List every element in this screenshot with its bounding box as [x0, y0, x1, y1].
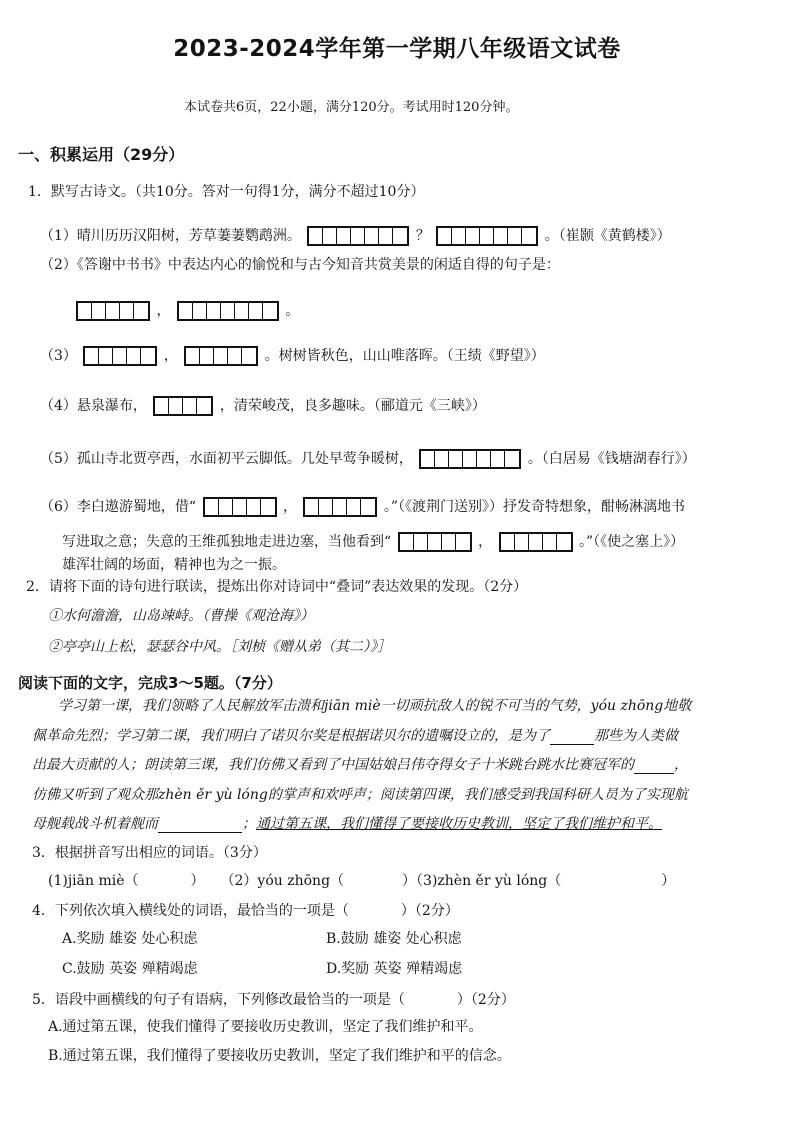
- answer-boxes-7[interactable]: [436, 226, 538, 246]
- exam-info: 本试卷共6页，22小题，满分120分。考试用时120分钟。: [184, 100, 519, 115]
- answer-boxes-5[interactable]: [76, 301, 150, 321]
- q1-item-2: （2）《答谢中书书》中表达内心的愉悦和与古今知音共赏美景的闲适自得的句子是：: [40, 257, 560, 273]
- q1-item-1-source: 。（崔颢《黄鹤楼》）: [544, 228, 671, 244]
- q2-poem-1: ①水何澹澹，山岛竦峙。（曹操《观沧海》）: [48, 608, 314, 624]
- passage-line-5: [32, 815, 662, 833]
- question-1-stem: 1．默写古诗文。（共10分。答对一句得1分，满分不超过10分）: [28, 184, 425, 200]
- answer-boxes-4[interactable]: [153, 396, 213, 416]
- passage-line-3-text: 出最大贡献的人；朗读第三课，我们仿佛又看到了中国姑娘吕伟夺得女子十米跳台跳水比赛冠军的: [32, 757, 634, 773]
- q3-answers: [48, 872, 675, 890]
- passage-line-2-end: 那些为人类做: [594, 728, 678, 744]
- passage-line-5-semicolon: ；: [242, 816, 256, 832]
- q5-option-a[interactable]: A.通过第五课，使我们懂得了要接收历史教训，坚定了我们维护和平。: [48, 1019, 483, 1035]
- q2-poem-2: ②亭亭山上松，瑟瑟谷中风。［刘桢《赠从弟（其二）》］: [48, 639, 391, 655]
- reading-heading: 阅读下面的文字，完成3～5题。（7分）: [18, 674, 282, 692]
- q1-item-5: [40, 449, 696, 469]
- q4-stem-score: ）（2分）: [400, 903, 459, 919]
- passage-line-2: [32, 727, 678, 745]
- answer-boxes-7[interactable]: [177, 301, 279, 321]
- q4-option-d[interactable]: D.奖励 英姿 殚精竭虑: [326, 961, 463, 977]
- q1-item-1-mark: ？: [415, 228, 430, 244]
- section-heading-accumulation: 一、积累运用（29分）: [18, 145, 185, 164]
- question-4-stem: [32, 902, 459, 920]
- fill-blank[interactable]: [550, 730, 594, 745]
- answer-boxes-5[interactable]: [184, 346, 258, 366]
- answer-boxes-5[interactable]: [398, 532, 472, 552]
- answer-boxes-5[interactable]: [303, 497, 377, 517]
- passage-line-2-text: 佩革命先烈；学习第二课，我们明白了诺贝尔奖是根据诺贝尔的遗嘱设立的，是为了: [32, 728, 550, 744]
- q1-item-6-line2-source: 。”（《使之塞上》）: [578, 534, 685, 550]
- q1-item-4-source: ，清荣峻茂，良多趣味。（郦道元《三峡》）: [219, 398, 486, 414]
- q3-item-3: （3)zhèn ěr yù lóng（: [416, 873, 562, 889]
- q5-stem-text: 5．语段中画横线的句子有语病，下列修改最恰当的一项是（: [32, 992, 405, 1008]
- q1-item-5-source: 。（白居易《钱塘湖春行》）: [527, 451, 696, 467]
- answer-boxes-5[interactable]: [203, 497, 277, 517]
- q4-option-b[interactable]: B.鼓励 雄姿 处心积虑: [326, 931, 462, 947]
- q1-item-6-source: 。”（《渡荆门送别》）抒发奇特想象，酣畅淋漓地书: [383, 499, 686, 515]
- q4-option-a[interactable]: A.奖励 雄姿 处心积虑: [62, 931, 198, 947]
- q1-item-2-comma: ，: [156, 303, 171, 319]
- q1-item-6-line2-text: 写进取之意；失意的王维孤独地走进边塞，当他看到“: [62, 534, 392, 550]
- q1-item-2-answers: [74, 301, 299, 321]
- q4-stem-text: 4．下列依次填入横线处的词语，最恰当的一项是（: [32, 903, 349, 919]
- q5-option-b[interactable]: B.通过第五课，我们懂得了要接收历史教训，坚定了我们维护和平的信念。: [48, 1048, 511, 1064]
- question-5-stem: [32, 991, 515, 1009]
- q1-item-1-text: （1）晴川历历汉阳树，芳草萋萋鹦鹉洲。: [40, 228, 301, 244]
- q1-item-6-line2: [62, 532, 684, 552]
- q1-item-6-text: （6）李白遨游蜀地，借“: [40, 499, 197, 515]
- fill-blank[interactable]: [158, 818, 242, 833]
- q3-item-3-close: ）: [661, 873, 676, 889]
- q1-item-6-comma: ，: [282, 499, 297, 515]
- q1-item-5-text: （5）孤山寺北贾亭西，水面初平云脚低。几处早莺争暖树，: [40, 451, 413, 467]
- underlined-sentence: 通过第五课，我们懂得了要接收历史教训，坚定了我们维护和平。: [256, 816, 662, 832]
- passage-line-3-end: ，: [674, 757, 688, 773]
- q1-item-3: [40, 346, 545, 366]
- q3-item-1: (1)jiān miè（: [48, 873, 139, 889]
- q1-item-2-period: 。: [285, 303, 300, 319]
- answer-boxes-7[interactable]: [419, 449, 521, 469]
- q4-option-c[interactable]: C.鼓励 英姿 殚精竭虑: [62, 961, 198, 977]
- passage-line-1: 学习第一课，我们领略了人民解放军击溃和jiān miè一切顽抗敌人的锐不可当的气势，yóu zhōng地敬: [58, 698, 692, 714]
- q1-item-6-line3: 雄浑壮阔的场面，精神也为之一振。: [62, 557, 286, 573]
- q1-item-4-text: （4）悬泉瀑布，: [40, 398, 147, 414]
- q3-item-2: （2）yóu zhōng（: [220, 873, 345, 889]
- answer-boxes-5[interactable]: [83, 346, 157, 366]
- q1-item-6-line2-comma: ，: [478, 534, 493, 550]
- q5-stem-score: ）（2分）: [456, 992, 515, 1008]
- passage-line-4: 仿佛又听到了观众那zhèn ěr yù lóng的掌声和欢呼声；阅读第四课，我们感受到我国科研人员为了实现航: [32, 787, 688, 803]
- exam-title: 2023-2024学年第一学期八年级语文试卷: [173, 36, 621, 62]
- q3-item-2-close: ）: [402, 873, 417, 889]
- passage-line-3: [32, 756, 688, 774]
- question-2-stem: 2．请将下面的诗句进行联读，提炼出你对诗词中“叠词”表达效果的发现。（2分）: [26, 579, 528, 595]
- q1-item-3-comma: ，: [163, 348, 178, 364]
- q1-item-4: [40, 396, 486, 416]
- fill-blank[interactable]: [634, 759, 674, 774]
- answer-boxes-7[interactable]: [307, 226, 409, 246]
- q1-item-3-text: 。树树皆秋色，山山唯落晖。（王绩《野望》）: [264, 348, 545, 364]
- q1-item-1: [40, 226, 671, 246]
- q1-item-6: [40, 497, 685, 517]
- passage-line-5-text: 母舰载战斗机着舰而: [32, 816, 158, 832]
- q1-item-3-number: （3）: [40, 348, 77, 364]
- question-3-stem: 3．根据拼音写出相应的词语。（3分）: [32, 845, 267, 861]
- answer-boxes-5[interactable]: [499, 532, 573, 552]
- q3-item-1-close: ）: [190, 873, 205, 889]
